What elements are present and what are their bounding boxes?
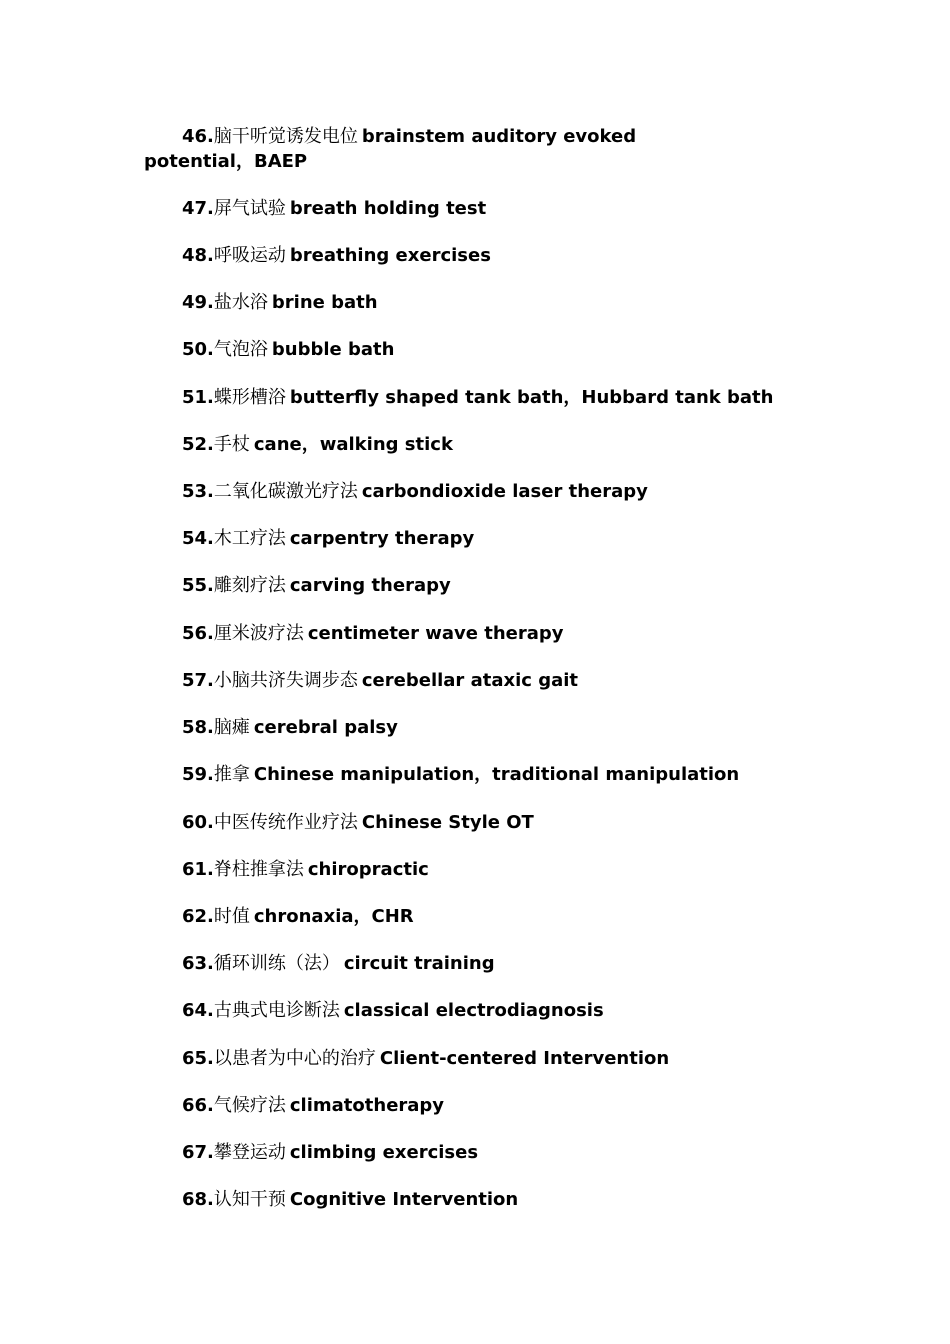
glossary-entry (144, 243, 844, 268)
entry-english-term: Chinese Style OT (361, 812, 534, 833)
entry-english-term: chronaxia，CHR (253, 906, 414, 927)
entry-chinese-term: 循环训练（法） (213, 953, 340, 974)
entry-first-line (144, 479, 844, 504)
entry-english-term: Client-centered Intervention (379, 1048, 670, 1069)
entry-chinese-term: 厘米波疗法 (213, 623, 304, 644)
glossary-entry (144, 1140, 844, 1165)
entry-first-line (144, 857, 844, 882)
entry-chinese-term: 时值 (213, 906, 250, 927)
glossary-entry (144, 124, 844, 174)
entry-first-line (144, 526, 844, 551)
entry-english-term: cane，walking stick (253, 434, 453, 455)
entry-english-term: cerebellar ataxic gait (361, 670, 578, 691)
entry-english-continuation: potential，BAEP (144, 151, 308, 172)
entry-first-line (144, 290, 844, 315)
entry-chinese-term: 脑干听觉诱发电位 (213, 126, 358, 147)
entry-first-line (144, 1046, 844, 1071)
entry-chinese-term: 呼吸运动 (213, 245, 286, 266)
entry-english-term: climatotherapy (289, 1095, 445, 1116)
entry-first-line (144, 762, 844, 787)
entry-chinese-term: 以患者为中心的治疗 (213, 1048, 376, 1069)
entry-english-term: breath holding test (289, 198, 487, 219)
glossary-entry (144, 385, 844, 410)
entry-first-line (144, 337, 844, 362)
entry-number: 64. (182, 1000, 214, 1021)
entry-number: 56. (182, 623, 214, 644)
glossary-entry (144, 1046, 844, 1071)
entry-english-term: circuit training (343, 953, 495, 974)
entry-chinese-term: 推拿 (213, 764, 250, 785)
entry-english-term: Chinese manipulation，traditional manipulation (253, 764, 740, 785)
entry-number: 52. (182, 434, 214, 455)
entry-first-line (144, 951, 844, 976)
entry-chinese-term: 中医传统作业疗法 (213, 812, 358, 833)
entry-english-term: carpentry therapy (289, 528, 475, 549)
entry-number: 59. (182, 764, 214, 785)
glossary-entry (144, 337, 844, 362)
glossary-entry (144, 762, 844, 787)
entry-number: 65. (182, 1048, 214, 1069)
entry-chinese-term: 雕刻疗法 (213, 575, 286, 596)
entry-number: 51. (182, 387, 214, 408)
entry-first-line (144, 810, 844, 835)
glossary-entry (144, 904, 844, 929)
entry-chinese-term: 木工疗法 (213, 528, 286, 549)
entry-first-line (144, 432, 844, 457)
entry-english-term: brainstem auditory evoked (361, 126, 637, 147)
entry-chinese-term: 气泡浴 (213, 339, 268, 360)
entry-number: 46. (182, 126, 214, 147)
entry-number: 68. (182, 1189, 214, 1210)
entry-first-line (144, 1093, 844, 1118)
entry-number: 54. (182, 528, 214, 549)
glossary-entry (144, 951, 844, 976)
entry-number: 63. (182, 953, 214, 974)
entry-number: 53. (182, 481, 214, 502)
glossary-entry (144, 196, 844, 221)
glossary-entry (144, 810, 844, 835)
entry-chinese-term: 脑瘫 (213, 717, 250, 738)
entry-chinese-term: 屏气试验 (213, 198, 286, 219)
entry-chinese-term: 攀登运动 (213, 1142, 286, 1163)
entry-number: 50. (182, 339, 214, 360)
entry-first-line (144, 715, 844, 740)
glossary-entry (144, 573, 844, 598)
entry-number: 67. (182, 1142, 214, 1163)
entry-english-term: chiropractic (307, 859, 429, 880)
entry-chinese-term: 气候疗法 (213, 1095, 286, 1116)
entry-first-line (144, 668, 844, 693)
entry-first-line (144, 385, 844, 410)
entry-number: 47. (182, 198, 214, 219)
entry-english-term: cerebral palsy (253, 717, 398, 738)
glossary-entry (144, 1187, 844, 1212)
glossary-entry (144, 621, 844, 646)
entry-number: 49. (182, 292, 214, 313)
entry-number: 57. (182, 670, 214, 691)
entry-english-term: brine bath (271, 292, 378, 313)
entry-number: 58. (182, 717, 214, 738)
entry-english-term: carbondioxide laser therapy (361, 481, 648, 502)
entry-chinese-term: 认知干预 (213, 1189, 286, 1210)
glossary-entry (144, 290, 844, 315)
entry-english-term: classical electrodiagnosis (343, 1000, 604, 1021)
entry-chinese-term: 二氧化碳激光疗法 (213, 481, 358, 502)
entry-english-term: carving therapy (289, 575, 451, 596)
entry-number: 55. (182, 575, 214, 596)
glossary-entry (144, 432, 844, 457)
entry-english-term: butterfly shaped tank bath，Hubbard tank bath (289, 387, 774, 408)
entry-first-line (144, 124, 844, 149)
entry-number: 60. (182, 812, 214, 833)
entry-first-line (144, 573, 844, 598)
entry-english-term: centimeter wave therapy (307, 623, 564, 644)
entry-chinese-term: 古典式电诊断法 (213, 1000, 340, 1021)
glossary-entry (144, 1093, 844, 1118)
glossary-entry (144, 526, 844, 551)
entry-number: 66. (182, 1095, 214, 1116)
glossary-entry (144, 715, 844, 740)
glossary-entry (144, 998, 844, 1023)
entry-english-term: Cognitive Intervention (289, 1189, 519, 1210)
entry-english-term: bubble bath (271, 339, 395, 360)
entry-first-line (144, 243, 844, 268)
entry-number: 61. (182, 859, 214, 880)
entry-first-line (144, 998, 844, 1023)
entry-first-line (144, 1187, 844, 1212)
glossary-entry (144, 479, 844, 504)
entry-chinese-term: 手杖 (213, 434, 250, 455)
entry-number: 48. (182, 245, 214, 266)
entry-chinese-term: 脊柱推拿法 (213, 859, 304, 880)
entry-number: 62. (182, 906, 214, 927)
entry-first-line (144, 196, 844, 221)
entry-first-line (144, 621, 844, 646)
entry-chinese-term: 蝶形槽浴 (213, 387, 286, 408)
entry-chinese-term: 盐水浴 (213, 292, 268, 313)
glossary-entry (144, 668, 844, 693)
entry-first-line (144, 904, 844, 929)
glossary-entry (144, 857, 844, 882)
entry-first-line (144, 1140, 844, 1165)
entry-english-term: breathing exercises (289, 245, 491, 266)
entry-chinese-term: 小脑共济失调步态 (213, 670, 358, 691)
entry-english-term: climbing exercises (289, 1142, 479, 1163)
